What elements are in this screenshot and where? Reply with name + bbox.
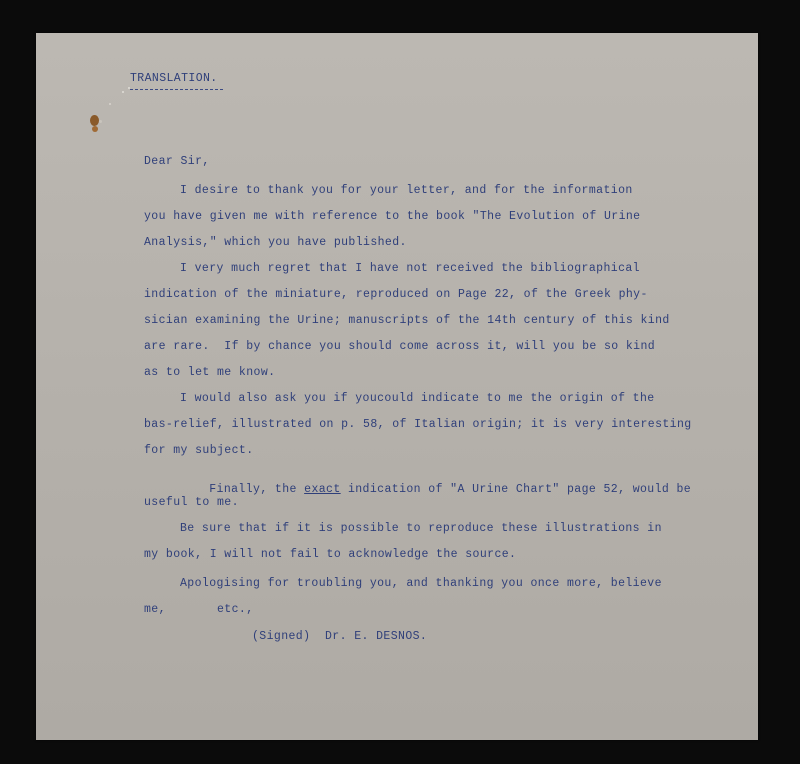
body-text: indication of "A Urine Chart" page 52, would be bbox=[340, 483, 692, 496]
body-line: sician examining the Urine; manuscripts of the 14th century of this kind bbox=[144, 314, 670, 327]
body-line: for my subject. bbox=[144, 444, 254, 457]
body-line: indication of the miniature, reproduced on Page 22, of the Greek phy- bbox=[144, 288, 648, 301]
emphasized-word: exact bbox=[304, 483, 341, 496]
body-line: I desire to thank you for your letter, and for the information bbox=[180, 184, 633, 197]
salutation: Dear Sir, bbox=[144, 155, 210, 168]
body-line: useful to me. bbox=[144, 496, 239, 509]
body-line: bas-relief, illustrated on p. 58, of Italian origin; it is very interesting bbox=[144, 418, 692, 431]
body-line: Be sure that if it is possible to reproduce these illustrations in bbox=[180, 522, 662, 535]
body-line: Analysis," which you have published. bbox=[144, 236, 407, 249]
body-line: me, etc., bbox=[144, 603, 254, 616]
body-line: are rare. If by chance you should come across it, will you be so kind bbox=[144, 340, 656, 353]
body-text: Finally, the bbox=[209, 483, 305, 496]
document-heading: TRANSLATION. bbox=[130, 72, 218, 85]
body-line: you have given me with reference to the book "The Evolution of Urine bbox=[144, 210, 641, 223]
signature: (Signed) Dr. E. DESNOS. bbox=[252, 630, 428, 643]
body-line: my book, I will not fail to acknowledge the source. bbox=[144, 548, 517, 561]
body-line-with-emphasis bbox=[180, 470, 691, 509]
body-line: as to let me know. bbox=[144, 366, 276, 379]
body-line: I would also ask you if youcould indicate to me the origin of the bbox=[180, 392, 655, 405]
body-line: I very much regret that I have not received the bibliographical bbox=[180, 262, 640, 275]
body-line: Apologising for troubling you, and thanking you once more, believe bbox=[180, 577, 662, 590]
